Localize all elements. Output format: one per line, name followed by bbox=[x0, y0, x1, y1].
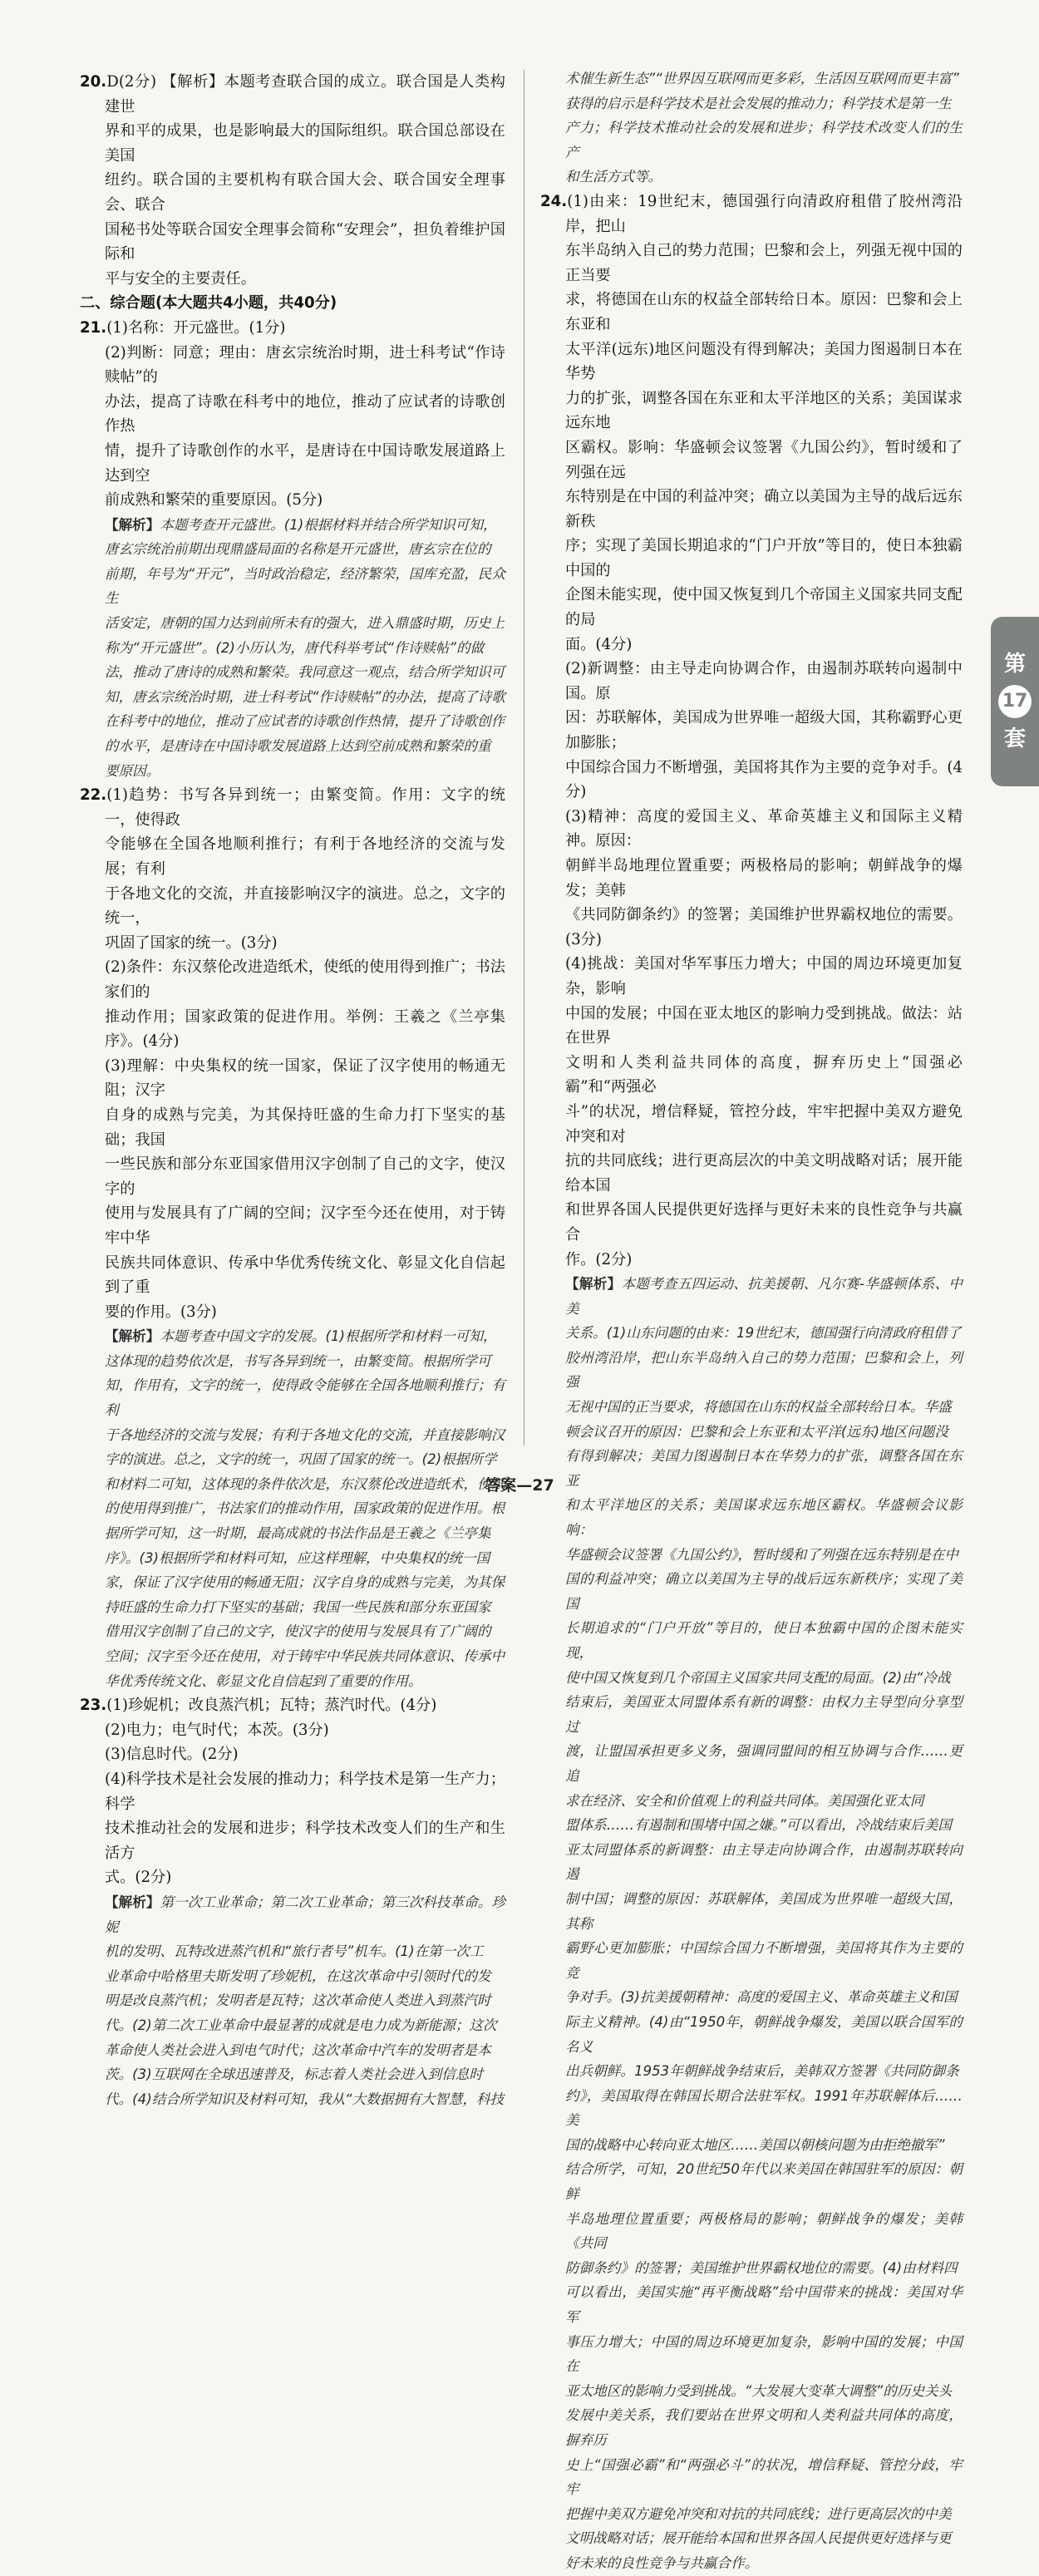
answer-line: 平与安全的主要责任。 bbox=[105, 269, 256, 288]
answer-line: (2)电力；电气时代；本茨。(3分) bbox=[105, 1721, 329, 1739]
answer-line: 国秘书处等联合国安全理事会简称“安理会”，担负着维护国际和 bbox=[105, 220, 505, 264]
q23-answer bbox=[80, 1693, 505, 1718]
q22-lines bbox=[80, 832, 505, 1324]
q20-answer bbox=[80, 70, 505, 119]
explanation-line: 据所学可知，这一时期，最高成就的书法作品是王羲之《兰亭集 bbox=[105, 1525, 491, 1542]
explanation-text: 第一次工业革命；第二次工业革命；第三次科技革命。珍妮 bbox=[105, 1894, 506, 1935]
answer-line: 企图未能实现，使中国又恢复到几个帝国主义国家共同支配的局 bbox=[565, 586, 963, 629]
answer-line: 因：苏联解体，美国成为世界唯一超级大国，其称霸野心更加膨胀； bbox=[565, 709, 963, 752]
explanation-line: 序》。(3)根据所学和材料可知，应这样理解，中央集权的统一国 bbox=[105, 1549, 490, 1566]
explanation-line: 活安定，唐朝的国力达到前所未有的强大，进入鼎盛时期，历史上 bbox=[105, 615, 505, 632]
q23-lines bbox=[80, 1718, 505, 1890]
answer-line: 前成熟和繁荣的重要原因。(5分) bbox=[105, 491, 323, 510]
explanation-line: 代。(4)结合所学知识及材料可知，我从“大数据拥有大智慧，科技 bbox=[105, 2091, 505, 2107]
left-column bbox=[80, 70, 505, 2111]
answer-line: 巩固了国家的统一。(3分) bbox=[105, 933, 278, 952]
answer-line: 界和平的成果，也是影响最大的国际组织。联合国总部设在美国 bbox=[105, 122, 505, 165]
explanation-line bbox=[105, 513, 505, 538]
question-number: 21. bbox=[80, 318, 107, 337]
explanation-line: 术催生新生态”“世界因互联网而更多彩，生活因互联网而更丰富” bbox=[565, 71, 959, 86]
explanation-line: 防御条约》的签署；美国维护世界霸权地位的需要。(4)由材料四 bbox=[565, 2259, 958, 2276]
explanation-line: 业革命中哈格里夫斯发明了珍妮机，在这次革命中引领时代的发 bbox=[105, 1968, 491, 1984]
answer-line: 东半岛纳入自己的势力范围；巴黎和会上，列强无视中国的正当要 bbox=[565, 242, 963, 284]
explanation-line: 这体现的趋势依次是，书写各异到统一，由繁变简。根据所学可 bbox=[105, 1352, 491, 1369]
answer-line: (2)条件：东汉蔡伦改进造纸术，使纸的使用得到推广；书法家们的 bbox=[105, 958, 505, 1001]
q24-answer bbox=[540, 190, 963, 239]
explanation-line bbox=[565, 1272, 963, 1321]
answer-line: 要的作用。(3分) bbox=[105, 1303, 217, 1321]
explanation-line: 际主义精神。(4)由“1950年，朝鲜战争爆发，美国以联合国军的名义 bbox=[565, 2013, 963, 2055]
answer-line: (3)精神：高度的爱国主义、革命英雄主义和国际主义精神。原因： bbox=[565, 807, 963, 850]
q20-lines bbox=[80, 119, 505, 291]
answer-line: 求，将德国在山东的权益全部转给日本。原因：巴黎和会上东亚和 bbox=[565, 291, 963, 333]
explanation-tag: 【解析】 bbox=[105, 1894, 160, 1910]
q21-explanation bbox=[80, 513, 505, 784]
explanation-line: 前期，年号为“开元”，当时政治稳定，经济繁荣，国库充盈，民众生 bbox=[105, 565, 505, 607]
explanation-line: 盟体系……有遏制和围堵中国之嫌。”可以看出，冷战结束后美国 bbox=[565, 1817, 952, 1834]
explanation-line: 关系。(1)山东问题的由来：19世纪末，德国强行向清政府租借了 bbox=[565, 1325, 962, 1342]
answer-line: 民族共同体意识、传承中华优秀传统文化、彰显文化自信起到了重 bbox=[105, 1254, 505, 1297]
answer-line: (3)理解：中央集权的统一国家，保证了汉字使用的畅通无阻；汉字 bbox=[105, 1057, 505, 1100]
answer-line: 纽约。联合国的主要机构有联合国大会、联合国安全理事会、联合 bbox=[105, 171, 505, 214]
explanation-line: 发展中美关系，我们要站在世界文明和人类利益共同体的高度，摒弃历 bbox=[565, 2407, 963, 2448]
answer-line: 和世界各国人民提供更好选择与更好未来的良性竞争与共赢合 bbox=[565, 1201, 963, 1244]
q22-explanation bbox=[80, 1324, 505, 1693]
explanation-line: 代。(2)第二次工业革命中最显著的成就是电力成为新能源；这次 bbox=[105, 2017, 497, 2033]
explanation-line: 胶州湾沿岸，把山东半岛纳入自己的势力范围；巴黎和会上，列强 bbox=[565, 1349, 963, 1391]
question-number: 22. bbox=[80, 786, 107, 805]
answer-line: (4)挑战：美国对华军事压力增大；中国的周边环境更加复杂，影响 bbox=[565, 955, 963, 997]
question-number: 24. bbox=[540, 192, 568, 210]
set-number-tab bbox=[991, 617, 1039, 786]
explanation-line: 和生活方式等。 bbox=[565, 169, 662, 185]
explanation-line: 机的发明、瓦特改进蒸汽机和“旅行者号”机车。(1)在第一次工 bbox=[105, 1943, 484, 1960]
answer-line: (1)珍妮机；改良蒸汽机；瓦特；蒸汽时代。(4分) bbox=[106, 1697, 437, 1715]
answer-line: 式。(2分) bbox=[105, 1869, 172, 1887]
explanation-line: 茨。(3)互联网在全球迅速普及，标志着人类社会进入到信息时 bbox=[105, 2066, 483, 2083]
answer-line: 于各地文化的交流，并直接影响汉字的演进。总之，文字的统一， bbox=[105, 884, 505, 928]
explanation-tag: 【解析】 bbox=[105, 516, 160, 533]
q23-explanation-continued bbox=[540, 66, 963, 190]
explanation-line: 的水平，是唐诗在中国诗歌发展道路上达到空前成熟和繁荣的重 bbox=[105, 738, 491, 755]
explanation-line: 获得的启示是科学技术是社会发展的推动力；科学技术是第一生 bbox=[565, 95, 952, 111]
answer-line: 序；实现了美国长期追求的“门户开放”等目的，使日本独霸中国的 bbox=[565, 537, 963, 579]
answer-line: (2)新调整：由主导走向协调合作，由遏制苏联转向遏制中国。原 bbox=[565, 660, 963, 702]
q21-lines bbox=[80, 341, 505, 513]
explanation-line: 称为“开元盛世”。(2)小历认为，唐代科举考试“作诗赎帖”的做 bbox=[105, 639, 485, 656]
answer-line: 中国的发展；中国在亚太地区的影响力受到挑战。做法：站在世界 bbox=[565, 1004, 963, 1047]
answer-line: (1)由来：19世纪末，德国强行向清政府租借了胶州湾沿岸，把山 bbox=[565, 192, 963, 235]
explanation-line: 霸野心更加膨胀；中国综合国力不断增强，美国将其作为主要的竞 bbox=[565, 1940, 963, 1981]
answer-line: 斗”的状况，增信释疑，管控分歧，牢牢把握中美双方避免冲突和对 bbox=[565, 1102, 963, 1145]
explanation-line: 产力；科学技术推动社会的发展和进步；科学技术改变人们的生产 bbox=[565, 120, 963, 160]
answer-line: 使用与发展具有了广阔的空间；汉字至今还在使用，对于铸牢中华 bbox=[105, 1204, 505, 1247]
explanation-line: 革命使人类社会进入到电气时代；这次革命中汽车的发明者是本 bbox=[105, 2042, 491, 2058]
q23-explanation bbox=[80, 1890, 505, 2111]
explanation-line: 半岛地理位置重要；两极格局的影响；朝鲜战争的爆发；美韩《共同 bbox=[565, 2210, 963, 2252]
explanation-line: 长期追求的“门户开放”等目的，使日本独霸中国的企图未能实现， bbox=[565, 1620, 963, 1661]
set-number: 17 bbox=[998, 685, 1032, 718]
answer-line: 《共同防御条约》的签署；美国维护世界霸权地位的需要。(3分) bbox=[565, 906, 963, 948]
explanation-line: 有得到解决；美国力图遏制日本在华势力的扩张，调整各国在东亚 bbox=[565, 1448, 963, 1489]
answer-line: (4)科学技术是社会发展的推动力；科学技术是第一生产力；科学 bbox=[105, 1770, 505, 1813]
answer-line: 中国综合国力不断增强，美国将其作为主要的竞争对手。(4分) bbox=[565, 758, 963, 801]
explanation-line: 于各地经济的交流与发展；有利于各地文化的交流，并直接影响汉 bbox=[105, 1426, 505, 1443]
explanation-line: 知，唐玄宗统治时期，进士科考试“作诗赎帖”的办法，提高了诗歌 bbox=[105, 688, 505, 705]
answer-line: 技术推动社会的发展和进步；科学技术改变人们的生产和生活方 bbox=[105, 1820, 505, 1862]
answer-line: (3)信息时代。(2分) bbox=[105, 1746, 239, 1764]
explanation-line: 华优秀传统文化、彰显文化自信起到了重要的作用。 bbox=[105, 1672, 422, 1689]
explanation-text: 本题考查开元盛世。(1)根据材料并结合所学知识可知， bbox=[160, 516, 497, 533]
answer-line: 作。(2分) bbox=[565, 1250, 633, 1268]
answer-line: 区霸权。影响：华盛顿会议签署《九国公约》，暂时缓和了列强在远 bbox=[565, 438, 963, 481]
answer-line: 办法，提高了诗歌在科考中的地位，推动了应试者的诗歌创作热 bbox=[105, 392, 505, 436]
explanation-line bbox=[105, 1890, 505, 1939]
right-column bbox=[540, 66, 963, 2576]
answer-line: 太平洋(远东)地区问题没有得到解决；美国力图遏制日本在华势 bbox=[565, 340, 963, 383]
explanation-line: 国的利益冲突；确立以美国为主导的战后远东新秩序；实现了美国 bbox=[565, 1571, 963, 1612]
explanation-line bbox=[105, 1324, 505, 1349]
explanation-line: 持旺盛的生命力打下坚实的基础；我国一些民族和部分东亚国家 bbox=[105, 1598, 491, 1615]
explanation-tag: 【解析】 bbox=[565, 1276, 622, 1293]
section-heading: 二、综合题(本大题共4小题，共40分) bbox=[80, 294, 337, 313]
explanation-line: 无视中国的正当要求，将德国在山东的权益全部转给日本。华盛 bbox=[565, 1399, 952, 1416]
explanation-line: 和太平洋地区的关系；美国谋求远东地区霸权。华盛顿会议影响： bbox=[565, 1497, 963, 1539]
explanation-line: 知，作用有，文字的统一，使得政令能够在全国各地顺利推行；有利 bbox=[105, 1377, 505, 1419]
explanation-line: 华盛顿会议签署《九国公约》，暂时缓和了列强在远东特别是在中 bbox=[565, 1546, 958, 1563]
explanation-line: 文明战略对话；展开能给本国和世界各国人民提供更好选择与更 bbox=[565, 2530, 952, 2547]
explanation-line: 结合所学，可知，20世纪50年代以来美国在韩国驻军的原因：朝鲜 bbox=[565, 2161, 963, 2203]
explanation-line: 把握中美双方避免冲突和对抗的共同底线；进行更高层次的中美 bbox=[565, 2505, 952, 2522]
explanation-line: 约》，美国取得在韩国长期合法驻军权。1991年苏联解体后……美 bbox=[565, 2087, 963, 2129]
q21-answer bbox=[80, 316, 505, 341]
explanation-line: 出兵朝鲜。1953年朝鲜战争结束后，美韩双方签署《共同防御条 bbox=[565, 2063, 959, 2080]
explanation-line: 家，保证了汉字使用的畅通无阻；汉字自身的成熟与完美，为其保 bbox=[105, 1574, 505, 1591]
answer-line: (1)趋势：书写各异到统一；由繁变简。作用：文字的统一，使得政 bbox=[105, 786, 505, 829]
q24-lines bbox=[540, 239, 963, 1272]
answer-line: 朝鲜半岛地理位置重要；两极格局的影响；朝鲜战争的爆发；美韩 bbox=[565, 857, 963, 899]
answer-line: (2)判断：同意；理由：唐玄宗统治时期，进士科考试“作诗赎帖”的 bbox=[105, 343, 505, 387]
explanation-line: 明是改良蒸汽机；发明者是瓦特；这次革命使人类进入到蒸汽时 bbox=[105, 1992, 491, 2009]
explanation-line: 要原因。 bbox=[105, 762, 160, 779]
question-number: 20. bbox=[80, 73, 107, 91]
explanation-line: 求在经济、安全和价值观上的利益共同体。美国强化亚太同 bbox=[565, 1792, 924, 1809]
explanation-line: 事压力增大；中国的周边环境更加复杂，影响中国的发展；中国在 bbox=[565, 2333, 963, 2375]
set-tab-suffix: 套 bbox=[1003, 727, 1026, 751]
explanation-line: 使中国又恢复到几个帝国主义国家共同支配的局面。(2)由“冷战 bbox=[565, 1669, 951, 1686]
answer-line: 面。(4分) bbox=[565, 635, 633, 653]
explanation-line: 借用汉字创制了自己的文字，使汉字的使用与发展具有了广阔的 bbox=[105, 1623, 491, 1640]
answer-line: 力的扩张，调整各国在东亚和太平洋地区的关系；美国谋求远东地 bbox=[565, 389, 963, 432]
explanation-line: 结束后，美国亚太同盟体系有新的调整：由权力主导型向分享型过 bbox=[565, 1694, 963, 1735]
explanation-line: 亚太地区的影响力受到挑战。“大发展大变革大调整”的历史关头 bbox=[565, 2382, 953, 2399]
answer-line: 情，提升了诗歌创作的水平，是唐诗在中国诗歌发展道路上达到空 bbox=[105, 441, 505, 485]
answer-line: 一些民族和部分东亚国家借用汉字创制了自己的文字，使汉字的 bbox=[105, 1155, 505, 1198]
answer-line: 令能够在全国各地顺利推行；有利于各地经济的交流与发展；有利 bbox=[105, 835, 505, 878]
explanation-line: 史上“国强必霸”和“两强必斗”的状况，增信释疑、管控分歧，牢牢 bbox=[565, 2456, 963, 2498]
q22-answer bbox=[80, 783, 505, 832]
explanation-line: 制中国；调整的原因：苏联解体，美国成为世界唯一超级大国，其称 bbox=[565, 1890, 963, 1932]
page-number-footer: 答案—27 bbox=[485, 1476, 554, 1495]
explanation-tag: 【解析】 bbox=[105, 1328, 160, 1345]
answer-line: 东特别是在中国的利益冲突；确立以美国为主导的战后远东新秩 bbox=[565, 488, 963, 530]
answer-line: D(2分) 【解析】本题考查联合国的成立。联合国是人类构建世 bbox=[105, 73, 505, 116]
explanation-line: 法，推动了唐诗的成熟和繁荣。我同意这一观点，结合所学知识可 bbox=[105, 664, 505, 681]
explanation-line: 好未来的良性竞争与共赢合作。 bbox=[565, 2554, 759, 2571]
explanation-line: 的使用得到推广，书法家们的推动作用，国家政策的促进作用。根 bbox=[105, 1500, 505, 1517]
explanation-line: 亚太同盟体系的新调整：由主导走向协调合作，由遏制苏联转向遏 bbox=[565, 1841, 963, 1883]
explanation-text: 本题考查中国文字的发展。(1)根据所学和材料一可知， bbox=[160, 1328, 497, 1345]
explanation-line: 唐玄宗统治前期出现鼎盛局面的名称是开元盛世，唐玄宗在位的 bbox=[105, 541, 491, 558]
explanation-text: 本题考查五四运动、抗美援朝、凡尔赛-华盛顿体系、中美 bbox=[565, 1276, 963, 1317]
answer-line: 文明和人类利益共同体的高度，摒弃历史上“国强必霸”和“两强必 bbox=[565, 1053, 963, 1096]
explanation-line: 空间；汉字至今还在使用，对于铸牢中华民族共同体意识、传承中 bbox=[105, 1648, 505, 1664]
q24-explanation bbox=[540, 1272, 963, 2575]
answer-line: 抗的共同底线；进行更高层次的中美文明战略对话；展开能给本国 bbox=[565, 1152, 963, 1194]
explanation-line: 和材料二可知，这体现的条件依次是，东汉蔡伦改进造纸术，使纸 bbox=[105, 1475, 505, 1492]
explanation-line: 在科考中的地位，推动了应试者的诗歌创作热情，提升了诗歌创作 bbox=[105, 713, 505, 730]
answer-line: (1)名称：开元盛世。(1分) bbox=[106, 318, 286, 337]
explanation-line: 字的演进。总之，文字的统一，巩固了国家的统一。(2)根据所学 bbox=[105, 1451, 497, 1468]
explanation-line: 可以看出，美国实施“再平衡战略”给中国带来的挑战：美国对华军 bbox=[565, 2284, 963, 2326]
answer-line: 推动作用；国家政策的促进作用。举例：王羲之《兰亭集序》。(4分) bbox=[105, 1007, 505, 1051]
explanation-line: 渡，让盟国承担更多义务，强调同盟间的相互协调与合作……更追 bbox=[565, 1743, 963, 1784]
explanation-line: 国的战略中心转向亚太地区……美国以朝核问题为由拒绝撤军” bbox=[565, 2136, 945, 2153]
set-tab-prefix: 第 bbox=[1003, 652, 1026, 677]
answer-line: 自身的成熟与完美，为其保持旺盛的生命力打下坚实的基础；我国 bbox=[105, 1106, 505, 1149]
explanation-line: 顿会议召开的原因：巴黎和会上东亚和太平洋(远东)地区问题没 bbox=[565, 1423, 948, 1440]
question-number: 23. bbox=[80, 1697, 107, 1715]
explanation-line: 争对手。(3)抗美援朝精神：高度的爱国主义、革命英雄主义和国 bbox=[565, 1989, 958, 2006]
